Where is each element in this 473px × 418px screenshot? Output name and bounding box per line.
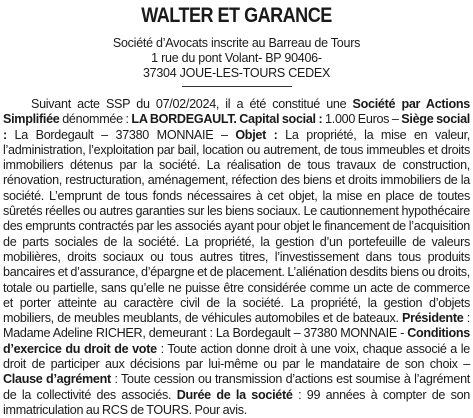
address-line-3: 37304 JOUE-LES-TOURS CEDEX xyxy=(142,66,331,80)
president-label: Présidente xyxy=(402,311,464,326)
body-text-10: : 99 années à compter de son immatriculation au RCS de TOURS. Pour avis. xyxy=(3,387,470,417)
body-text-8: : Toute action donne droit à une voix, chaque associé a le droit de participer aux décisions par lui-même ou par le mandataire de son choix – xyxy=(3,341,470,372)
address-line-1: Société d’Avocats inscrite au Barreau de Tours xyxy=(112,36,361,50)
company-name: LA BORDEGAULT. xyxy=(131,112,237,127)
body-text-6: La propriété, la mise en valeur, l’administration, l’exploitation par bail, location ou autrement, de tous immeubles et droits immobiliers détenus par la société. La réalisation de tous travaux de construction, rénovation, restructuration, aménagement, réfection des biens et droits immobiliers de la société. L’emprunt de tous fonds nécessaires à cet objet, la mise en place de toutes sûretés réelles ou autres garanties sur les biens sociaux. Le cautionnement hypothécaire des emprunts contractés par les associés ayant pour objet le financement de l’acquisition de parts sociales de la société. La propriété, la gestion d’un portefeuille de valeurs mobilières, droits sociaux ou tous autres titres, l’investissement dans tous produits bancaires et d’assurance, d’épargne et de placement. L’aliénation desdits biens ou droits, totale ou partielle, sans qu’elle ne puisse être considérée comme un acte de commerce et porter atteinte au caractère civil de la société. La propriété, la gestion d’objets mobiliers, de meubles meublants, de véhicules automobiles et de bateaux. xyxy=(3,127,471,326)
duration-label: Durée de la société xyxy=(176,387,293,402)
separator-rule xyxy=(182,86,292,87)
notice-body xyxy=(3,97,470,418)
body-text-7: : Madame Adeline RICHER, demeurant : La Bordegault – 37380 MONNAIE - xyxy=(3,311,470,341)
company-form: Société par Actions Simplifiée xyxy=(3,97,470,127)
capital-label: Capital social : xyxy=(239,112,323,127)
voting-label: Conditions d’exercice du droit de vote xyxy=(3,326,470,356)
address-line-2: 1 rue du pont Volant- BP 90406- xyxy=(151,51,322,65)
seat-label: Siège social : xyxy=(3,112,471,142)
notice-title: WALTER ET GARANCE xyxy=(141,4,332,27)
body-text-4: 1.000 Euros – xyxy=(322,112,402,127)
body-text-5: La Bordegault – 37380 MONNAIE – xyxy=(6,127,236,142)
approval-clause-label: Clause d’agrément xyxy=(3,372,111,387)
body-text-2: dénommée : xyxy=(59,112,132,127)
body-text-9: : Toute cession ou transmission d’actions est soumise à l’agrément de la collectivité des associés. xyxy=(3,372,470,402)
purpose-label: Objet : xyxy=(235,127,278,142)
body-text-1: Suivant acte SSP du 07/02/2024, il a été constitué une xyxy=(31,97,353,111)
